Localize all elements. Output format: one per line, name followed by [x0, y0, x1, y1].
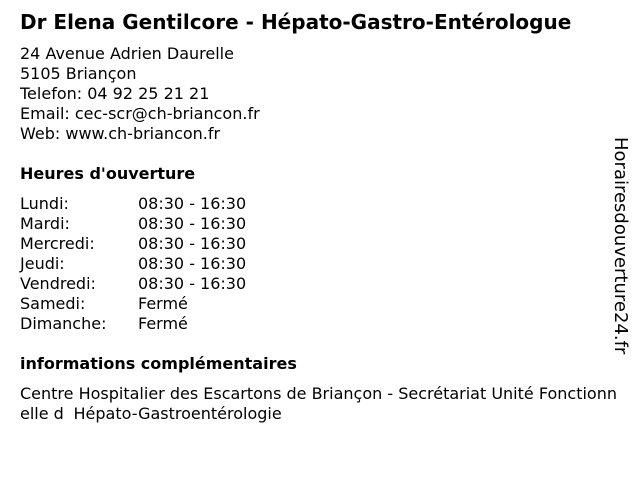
hours-time-value: 08:30 - 16:30 — [138, 254, 247, 273]
page-title: Dr Elena Gentilcore - Hépato-Gastro-Entérologue — [20, 10, 572, 34]
opening-hours-table — [20, 194, 246, 334]
hours-row-mercredi — [20, 234, 246, 254]
hours-day-label: Vendredi: — [20, 274, 96, 293]
opening-hours-heading: Heures d'ouverture — [20, 164, 196, 183]
hours-time-value: 08:30 - 16:30 — [138, 274, 247, 293]
phone-line: Telefon: 04 92 25 21 21 — [20, 84, 210, 103]
hours-row-samedi — [20, 294, 246, 314]
additional-info-text: Centre Hospitalier des Escartons de Briançon - Secrétariat Unité Fonctionnelle dHépato-Gastroentérologie — [20, 384, 617, 423]
hours-time-value: 08:30 - 16:30 — [138, 214, 247, 233]
address-street: 24 Avenue Adrien Daurelle — [20, 44, 234, 63]
email-line: Email: cec-scr@ch-briancon.fr — [20, 104, 260, 123]
hours-time-value: Fermé — [138, 314, 188, 333]
hours-day-label: Dimanche: — [20, 314, 107, 333]
hours-time-value: 08:30 - 16:30 — [138, 194, 247, 213]
hours-row-vendredi — [20, 274, 246, 294]
hours-day-label: Lundi: — [20, 194, 69, 213]
hours-row-dimanche — [20, 314, 246, 334]
additional-info-heading: informations complémentaires — [20, 354, 297, 373]
site-watermark: Horairesdouverture24.fr — [610, 137, 631, 355]
hours-row-jeudi — [20, 254, 246, 274]
hours-row-lundi — [20, 194, 246, 214]
hours-time-value: Fermé — [138, 294, 188, 313]
address-city: 5105 Briançon — [20, 64, 137, 83]
hours-time-value: 08:30 - 16:30 — [138, 234, 247, 253]
contact-block — [20, 44, 260, 144]
hours-day-label: Mardi: — [20, 214, 70, 233]
hours-day-label: Jeudi: — [20, 254, 65, 273]
web-line: Web: www.ch-briancon.fr — [20, 124, 221, 143]
hours-day-label: Samedi: — [20, 294, 86, 313]
hours-day-label: Mercredi: — [20, 234, 95, 253]
hours-row-mardi — [20, 214, 246, 234]
